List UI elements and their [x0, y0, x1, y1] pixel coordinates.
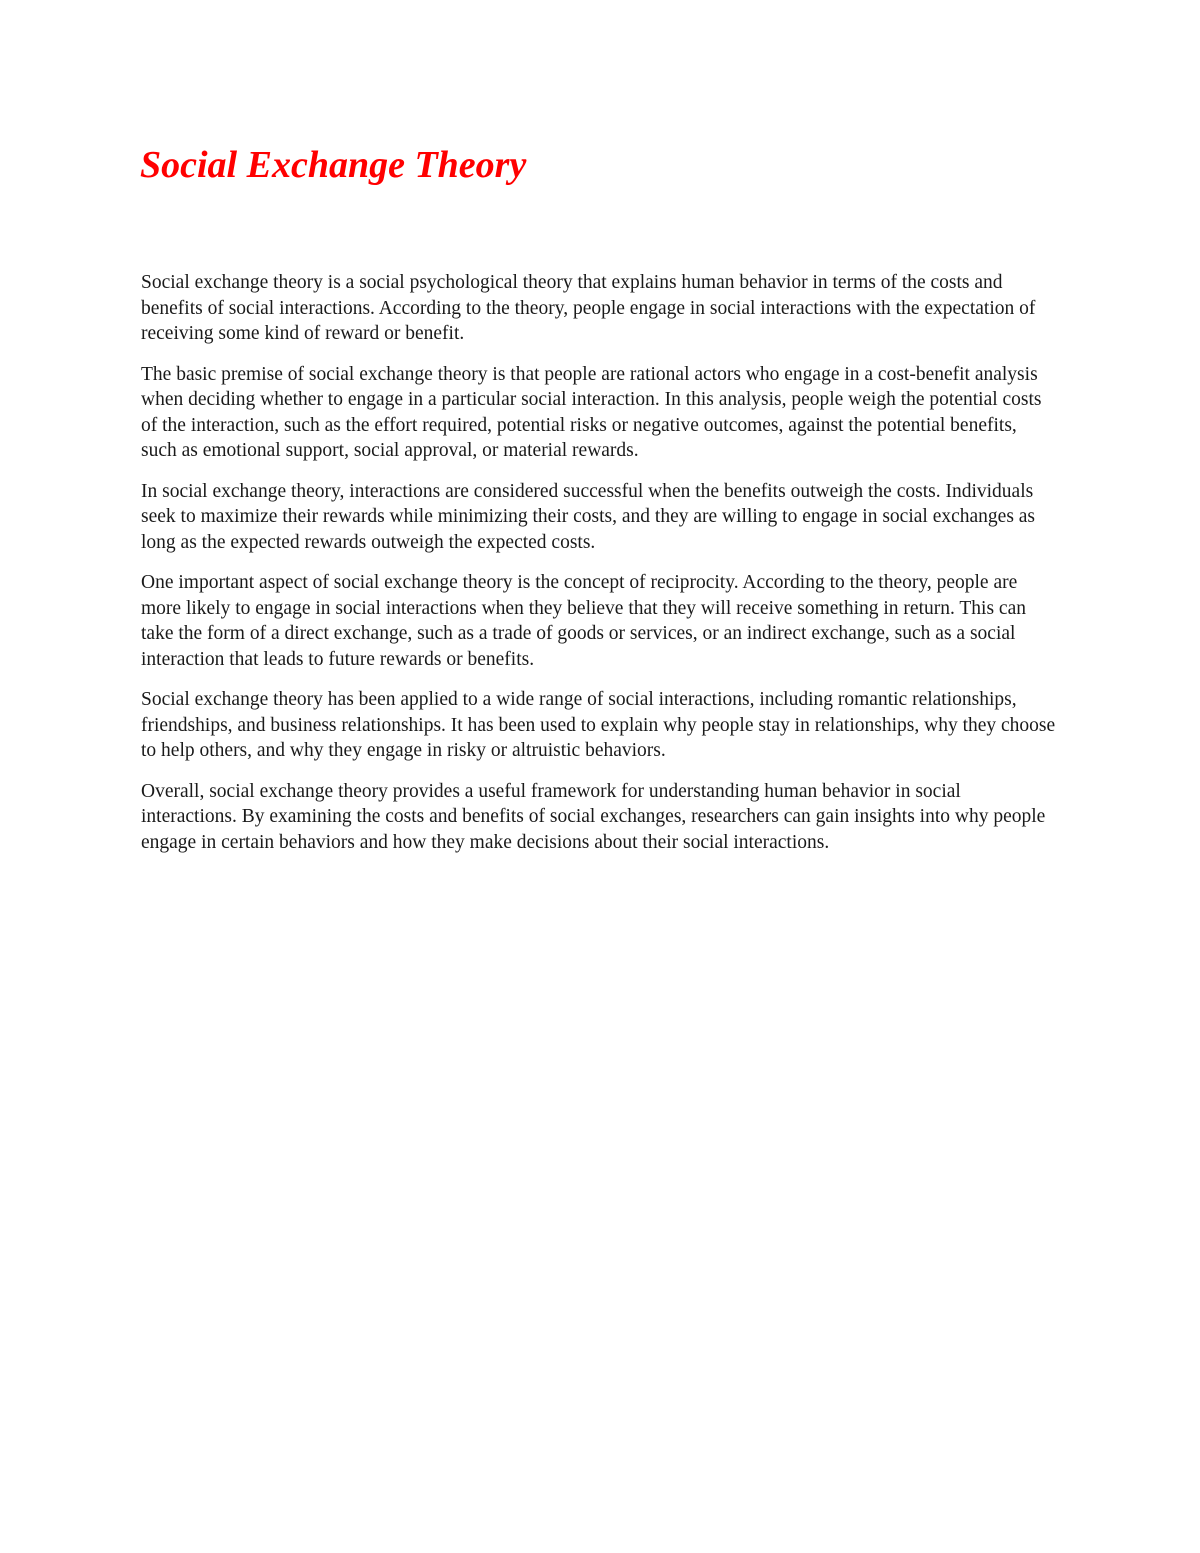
paragraph-3: In social exchange theory, interactions are considered successful when the benefits outweigh the costs. Individuals seek to maximize their rewards while minimizing their costs, and they are willing to engage in social exchanges as long as the expected rewards outweigh the expected costs. — [141, 480, 1036, 553]
paragraph-5: Social exchange theory has been applied to a wide range of social interactions, including romantic relationships, friendships, and business relationships. It has been used to explain why people stay in relationships, why they choose to help others, and why they engage in risky or altruistic behaviors. — [141, 689, 1056, 761]
paragraph-6: Overall, social exchange theory provides a useful framework for understanding human behavior in social interactions. By examining the costs and benefits of social exchanges, researchers can gain insights into why people engage in certain behaviors and how they make decisions about their social interactions. — [141, 780, 1046, 853]
document-body — [141, 270, 1056, 870]
paragraph-4: One important aspect of social exchange theory is the concept of reciprocity. According to the theory, people are more likely to engage in social interactions when they believe that they will receive something in return. This can take the form of a direct exchange, such as a trade of goods or services, or an indirect exchange, such as a social interaction that leads to future rewards or benefits. — [141, 572, 1026, 670]
document-title: Social Exchange Theory — [140, 144, 527, 186]
paragraph-2: The basic premise of social exchange theory is that people are rational actors who engage in a cost-benefit analysis when deciding whether to engage in a particular social interaction. In this analysis, people weigh the potential costs of the interaction, such as the effort required, potential risks or negative outcomes, against the potential benefits, such as emotional support, social approval, or material rewards. — [141, 363, 1042, 461]
paragraph-1: Social exchange theory is a social psychological theory that explains human behavior in terms of the costs and benefits of social interactions. According to the theory, people engage in social interactions with the expectation of receiving some kind of reward or benefit. — [141, 272, 1036, 344]
